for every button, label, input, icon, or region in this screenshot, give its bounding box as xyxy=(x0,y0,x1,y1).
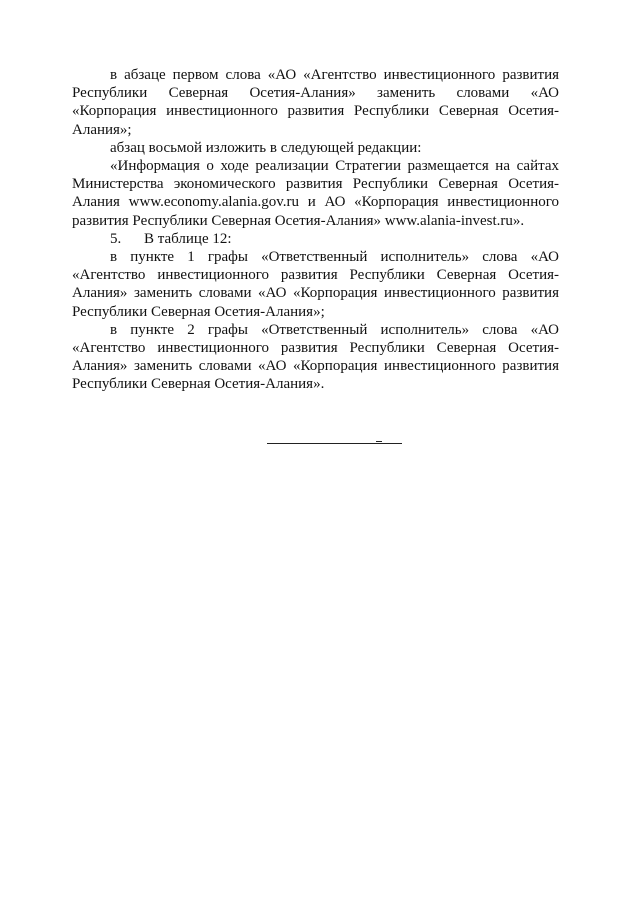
end-divider-mark xyxy=(376,441,382,442)
paragraph-strategy-info: «Информация о ходе реализации Стратегии размещается на сайтах Министерства экономического развития Республики Северная Осетия-Алания www.economy.alania.gov.ru и АО «Корпорация инвестиционного развития Республики Северная Осетия-Алания» www.alania-invest.ru». xyxy=(72,158,559,229)
item-5-heading xyxy=(72,230,559,248)
paragraph-point-2: в пункте 2 графы «Ответственный исполнитель» слова «АО «Агентство инвестиционного развития Республики Северная Осетия-Алания» заменить словами «АО «Корпорация инвестиционного развития Республики Северная Осетия-Алания». xyxy=(72,321,559,393)
item-5-text: В таблице 12: xyxy=(144,230,232,247)
paragraph-point-1: в пункте 1 графы «Ответственный исполнитель» слова «АО «Агентство инвестиционного развития Республики Северная Осетия-Алания» заменить словами «АО «Корпорация инвестиционного развития Республики Северная Осетия-Алания»; xyxy=(72,249,559,320)
document-body xyxy=(72,66,559,394)
item-5-number: 5. xyxy=(110,230,122,247)
paragraph-eighth-abzac-intro: абзац восьмой изложить в следующей редакции: xyxy=(110,139,422,156)
end-divider-line xyxy=(267,443,402,444)
paragraph-first-abzac: в абзаце первом слова «АО «Агентство инвестиционного развития Республики Северная Осетия-Алания» заменить словами «АО «Корпорация инвестиционного развития Республики Северная Осетия-Алания»; xyxy=(72,67,559,138)
